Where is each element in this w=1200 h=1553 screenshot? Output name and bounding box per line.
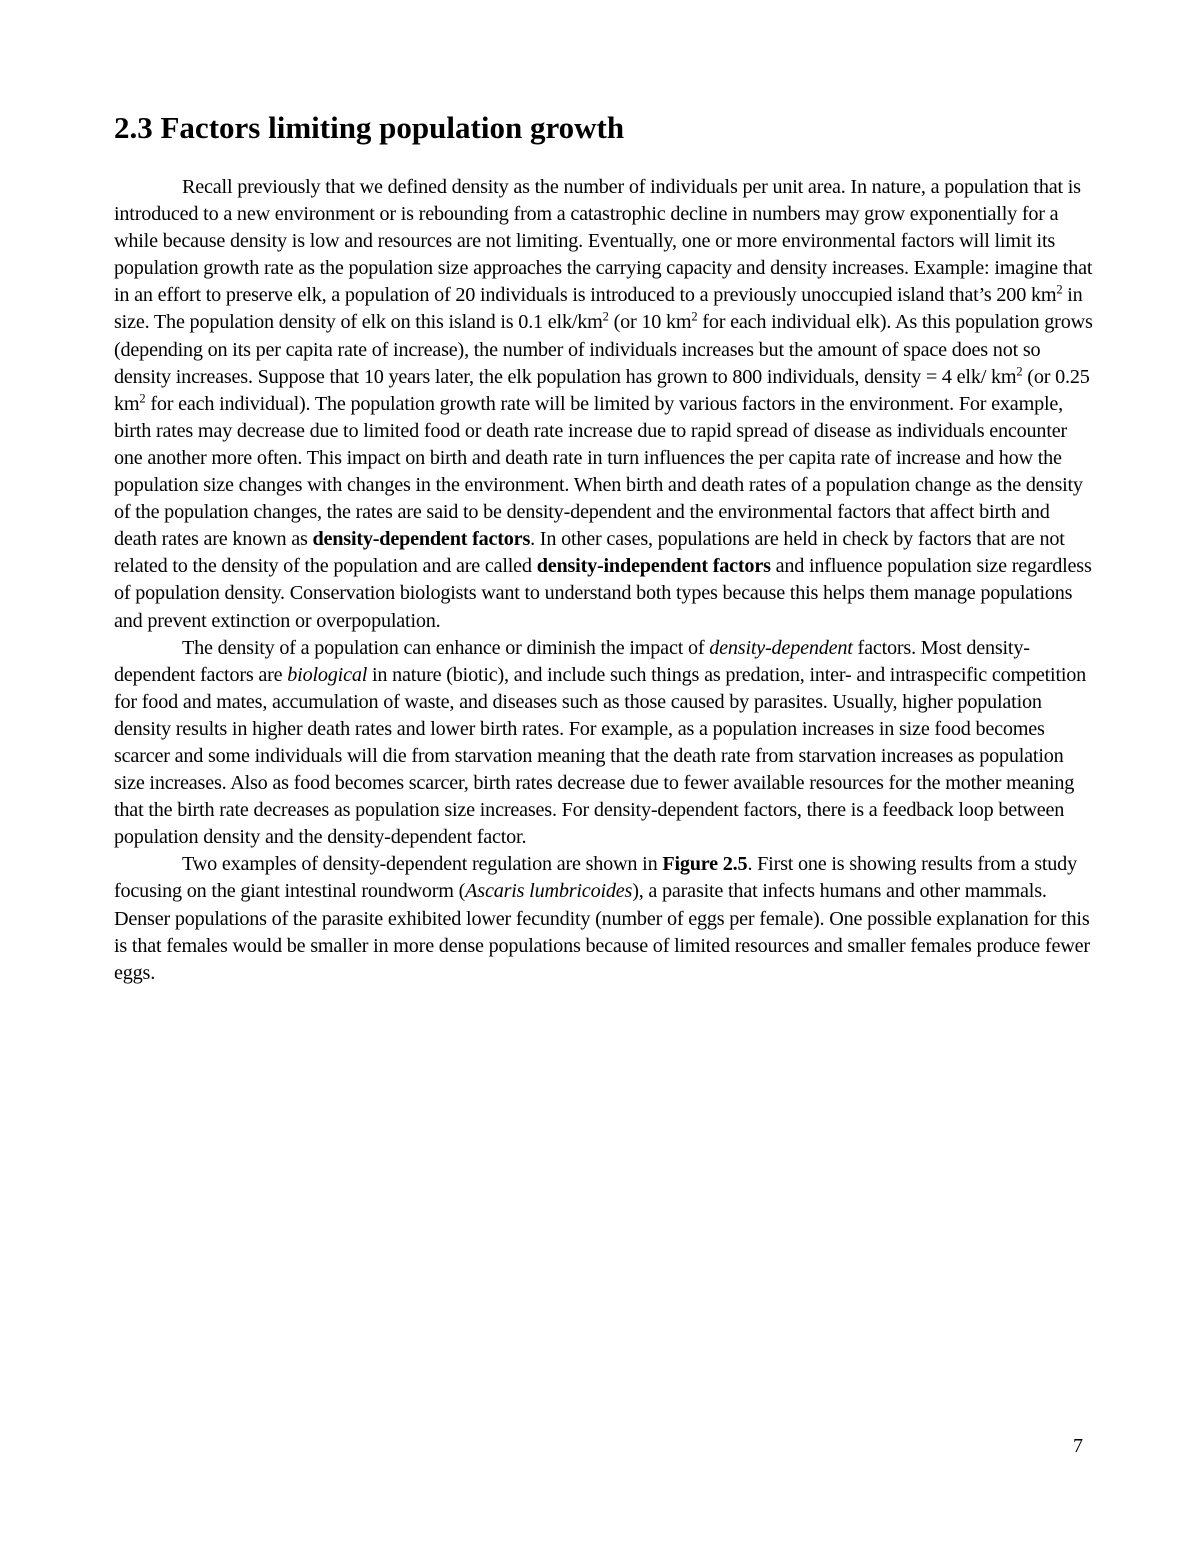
text-run: in nature (biotic), and include such things as predation, inter- and intraspecific competition for food and mates, accumulation of waste, and diseases such as those caused by parasites. Usually, higher population density results in higher death rates and lower birth rates. For example, as a population increases in size food becomes scarcer and some individuals will die from starvation meaning that the death rate from starvation increases as population size increases. Also as food becomes scarcer, birth rates decrease due to fewer available resources for the mother meaning that the birth rate decreases as population size increases. For density-dependent factors, there is a feedback loop between population density and the density-dependent factor. bbox=[114, 663, 1087, 849]
text-run: factors. Most density-dependent factors are bbox=[114, 636, 1030, 686]
text-run: for each individual). The population growth rate will be limited by various factors in the environment. For example, birth rates may decrease due to limited food or death rate increase due to rapid spread of disease as individuals encounter one another more often. This impact on birth and death rate in turn influences the per capita rate of increase and how the population size changes with changes in the environment. When birth and death rates of a population change as the density of the population changes, the rates are said to be density-dependent and the environmental factors that affect birth and death rates are known as bbox=[114, 392, 1083, 551]
superscript: 2 bbox=[139, 391, 146, 406]
superscript: 2 bbox=[691, 309, 698, 324]
text-run: ), a parasite that infects humans and other mammals. Denser populations of the parasite exhibited lower fecundity (number of eggs per female). One possible explanation for this is that females would be smaller in more dense populations because of limited resources and smaller females produce fewer eggs. bbox=[114, 880, 1090, 984]
superscript: 2 bbox=[1056, 282, 1063, 297]
text-run: (or 0.25 km bbox=[114, 365, 1090, 415]
italic-term: density-dependent bbox=[709, 636, 853, 659]
body-text bbox=[114, 174, 1094, 987]
bold-term: Figure 2.5 bbox=[662, 853, 748, 876]
superscript: 2 bbox=[602, 309, 609, 324]
text-run: in size. The population density of elk on this island is 0.1 elk/km bbox=[114, 284, 1083, 334]
superscript: 2 bbox=[1016, 364, 1023, 379]
italic-term: Ascaris lumbricoides bbox=[465, 880, 633, 903]
text-run: . In other cases, populations are held in check by factors that are not related to the density of the population and are called bbox=[114, 528, 1065, 578]
text-run: for each individual elk). As this population grows (depending on its per capita rate of increase), the number of individuals increases but the amount of space does not so density increases. Suppose that 10 years later, the elk population has grown to 800 individuals, density = 4 elk/ km bbox=[114, 311, 1093, 388]
text-run: (or 10 km bbox=[608, 311, 692, 334]
paragraph-3 bbox=[114, 851, 1094, 986]
text-run: Recall previously that we defined density as the number of individuals per unit area. In nature, a population that is introduced to a new environment or is rebounding from a catastrophic decline in numbers may grow exponentially for a while because density is low and resources are not limiting. Eventually, one or more environmental factors will limit its population growth rate as the population size approaches the carrying capacity and density increases. Example: imagine that in an effort to preserve elk, a population of 20 individuals is introduced to a previously unoccupied island that’s 200 km bbox=[114, 176, 1093, 307]
bold-term: density-independent factors bbox=[536, 555, 771, 578]
text-run: and influence population size regardless of population density. Conservation biologists want to understand both types because this helps them manage populations and prevent extinction or overpopulation. bbox=[114, 555, 1092, 632]
text-run: Two examples of density-dependent regulation are shown in bbox=[182, 853, 663, 876]
italic-term: biological bbox=[287, 663, 368, 686]
paragraph-1 bbox=[114, 174, 1094, 635]
text-run: . First one is showing results from a study focusing on the giant intestinal roundworm ( bbox=[114, 853, 1077, 903]
section-heading: 2.3 Factors limiting population growth bbox=[114, 110, 625, 145]
text-run: The density of a population can enhance or diminish the impact of bbox=[182, 636, 710, 659]
bold-term: density-dependent factors bbox=[312, 528, 531, 551]
page-number: 7 bbox=[1073, 1435, 1083, 1457]
paragraph-2 bbox=[114, 635, 1094, 852]
